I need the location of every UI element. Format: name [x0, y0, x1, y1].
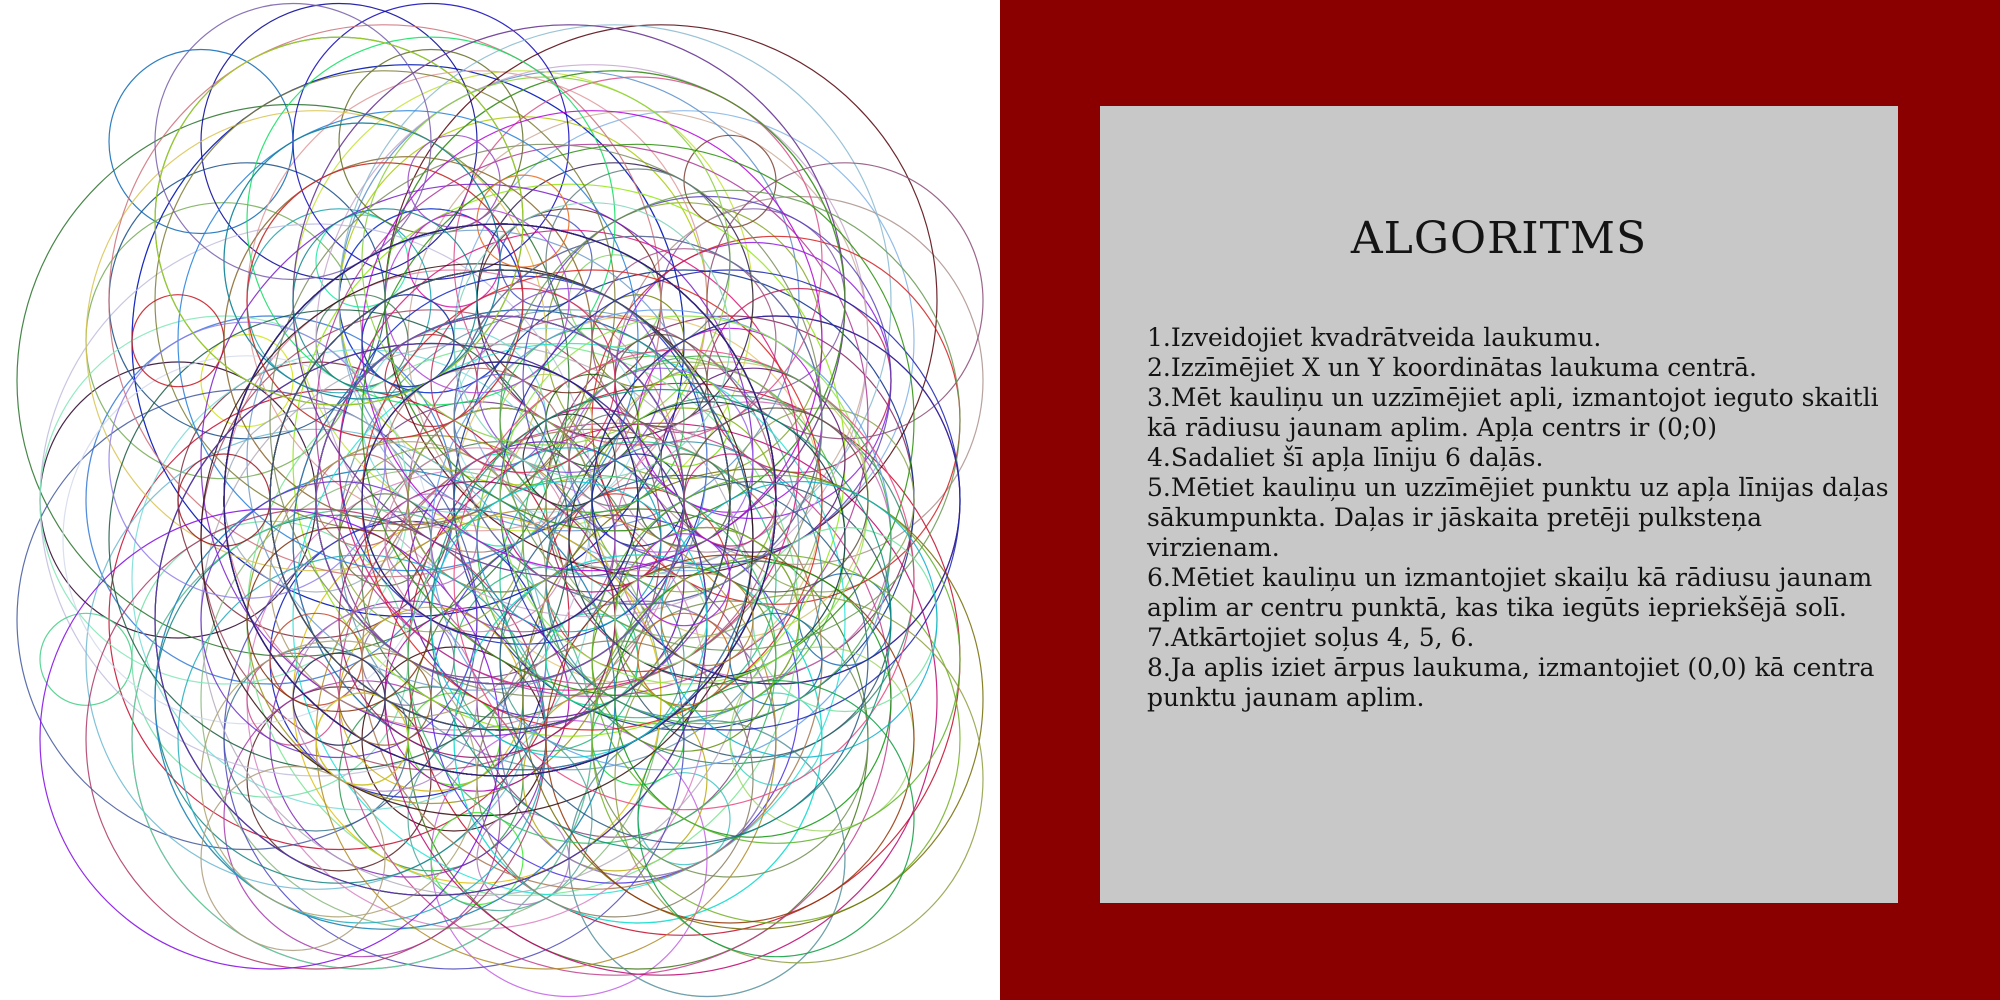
- algorithm-step: 2.Izzīmējiet X un Y koordinātas laukuma centrā.: [1147, 352, 1757, 382]
- algorithm-step: 8.Ja aplis iziet ārpus laukuma, izmantojiet (0,0) kā centra punktu jaunam aplim.: [1147, 652, 1875, 712]
- algorithm-step: 6.Mētiet kauliņu un izmantojiet skaiļu kā rādiusu jaunam aplim ar centru punktā, kas tika iegūts iepriekšējā solī.: [1147, 562, 1873, 622]
- panel-title: ALGORITMS: [1350, 213, 1648, 264]
- algorithm-panel: [1100, 106, 1898, 903]
- right-background: [1000, 0, 2000, 1000]
- algorithm-step: 4.Sadaliet šī apļa līniju 6 daļās.: [1147, 442, 1544, 472]
- algorithm-step: 5.Mētiet kauliņu un uzzīmējiet punktu uz apļa līnijas daļas sākumpunkta. Daļas ir jāskaita pretēji pulksteņa virzienam.: [1147, 472, 1889, 562]
- algorithm-steps: [1100, 265, 1898, 713]
- algorithm-step: 7.Atkārtojiet soļus 4, 5, 6.: [1147, 622, 1475, 652]
- algorithm-step: 3.Mēt kauliņu un uzzīmējiet apli, izmantojot ieguto skaitli kā rādiusu jaunam aplim. Apļa centrs ir (0;0): [1147, 382, 1879, 442]
- algorithm-step: 1.Izveidojiet kvadrātveida laukumu.: [1147, 322, 1602, 352]
